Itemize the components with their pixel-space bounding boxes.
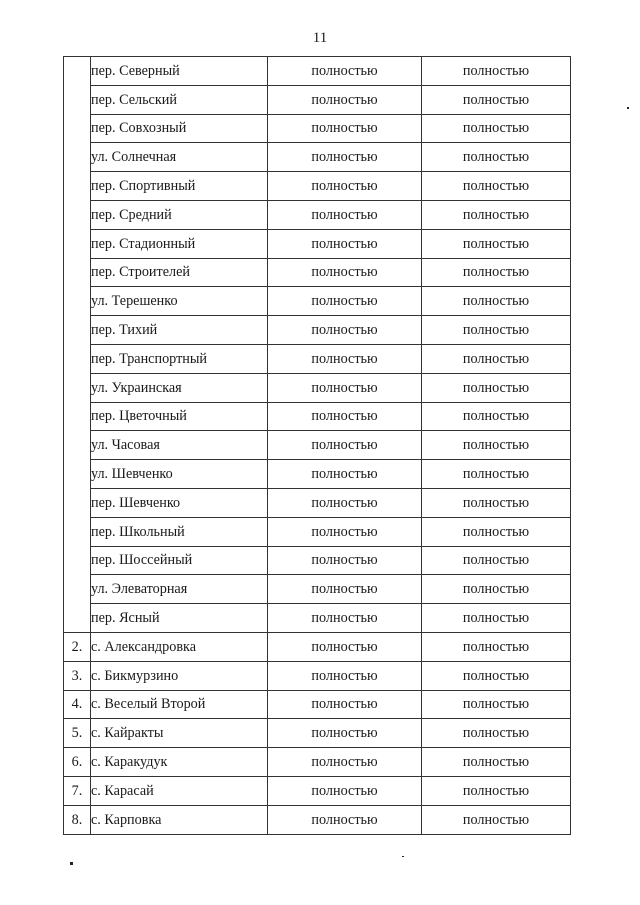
settlement-name-cell: с. Кайракты: [91, 719, 268, 748]
coverage-cell-a: полностью: [268, 431, 422, 460]
row-number-cell: 7.: [64, 776, 91, 805]
row-number-cell: 6.: [64, 748, 91, 777]
coverage-cell-a: полностью: [268, 316, 422, 345]
coverage-cell-b: полностью: [422, 200, 571, 229]
street-name-cell: ул. Часовая: [91, 431, 268, 460]
table-row: [64, 690, 571, 719]
row-number-cell: 2.: [64, 632, 91, 661]
street-name-cell: ул. Солнечная: [91, 143, 268, 172]
settlement-name-cell: с. Александровка: [91, 632, 268, 661]
coverage-cell-a: полностью: [268, 229, 422, 258]
table-row: [64, 402, 571, 431]
table-row: [64, 431, 571, 460]
coverage-cell-a: полностью: [268, 258, 422, 287]
coverage-cell-b: полностью: [422, 719, 571, 748]
table-row: [64, 805, 571, 834]
coverage-cell-b: полностью: [422, 661, 571, 690]
coverage-cell-a: полностью: [268, 661, 422, 690]
coverage-cell-a: полностью: [268, 287, 422, 316]
coverage-cell-b: полностью: [422, 229, 571, 258]
coverage-cell-b: полностью: [422, 344, 571, 373]
table-body: [64, 57, 571, 835]
coverage-cell-a: полностью: [268, 200, 422, 229]
street-name-cell: ул. Шевченко: [91, 460, 268, 489]
table-row: [64, 776, 571, 805]
coverage-cell-b: полностью: [422, 402, 571, 431]
coverage-cell-b: полностью: [422, 748, 571, 777]
street-name-cell: пер. Совхозный: [91, 114, 268, 143]
scan-speck: [627, 107, 629, 109]
street-name-cell: пер. Средний: [91, 200, 268, 229]
coverage-cell-b: полностью: [422, 517, 571, 546]
table-row: [64, 200, 571, 229]
coverage-cell-b: полностью: [422, 85, 571, 114]
street-name-cell: пер. Транспортный: [91, 344, 268, 373]
coverage-cell-b: полностью: [422, 431, 571, 460]
coverage-cell-b: полностью: [422, 460, 571, 489]
coverage-cell-a: полностью: [268, 85, 422, 114]
coverage-cell-b: полностью: [422, 287, 571, 316]
row-number-cell: 4.: [64, 690, 91, 719]
street-name-cell: пер. Шевченко: [91, 488, 268, 517]
coverage-cell-a: полностью: [268, 373, 422, 402]
table-row: [64, 546, 571, 575]
coverage-cell-b: полностью: [422, 575, 571, 604]
row-number-cell: 8.: [64, 805, 91, 834]
coverage-cell-a: полностью: [268, 719, 422, 748]
table-row: [64, 229, 571, 258]
street-name-cell: пер. Тихий: [91, 316, 268, 345]
coverage-cell-b: полностью: [422, 172, 571, 201]
table-row: [64, 517, 571, 546]
coverage-cell-b: полностью: [422, 57, 571, 86]
table-row: [64, 85, 571, 114]
coverage-cell-b: полностью: [422, 805, 571, 834]
coverage-cell-a: полностью: [268, 575, 422, 604]
street-name-cell: ул. Украинская: [91, 373, 268, 402]
table-row: [64, 373, 571, 402]
street-name-cell: пер. Цветочный: [91, 402, 268, 431]
coverage-cell-a: полностью: [268, 344, 422, 373]
coverage-cell-a: полностью: [268, 488, 422, 517]
settlement-name-cell: с. Карповка: [91, 805, 268, 834]
street-name-cell: пер. Строителей: [91, 258, 268, 287]
table-row: [64, 258, 571, 287]
scan-speck: [70, 862, 73, 865]
coverage-cell-a: полностью: [268, 143, 422, 172]
table-row: [64, 460, 571, 489]
street-name-cell: ул. Терешенко: [91, 287, 268, 316]
coverage-cell-a: полностью: [268, 546, 422, 575]
coverage-cell-b: полностью: [422, 316, 571, 345]
coverage-cell-b: полностью: [422, 143, 571, 172]
table-row: [64, 143, 571, 172]
table-row: [64, 114, 571, 143]
street-name-cell: пер. Спортивный: [91, 172, 268, 201]
scan-speck: [402, 856, 404, 857]
coverage-cell-b: полностью: [422, 114, 571, 143]
street-name-cell: пер. Северный: [91, 57, 268, 86]
settlement-name-cell: с. Бикмурзино: [91, 661, 268, 690]
coverage-cell-a: полностью: [268, 402, 422, 431]
coverage-cell-a: полностью: [268, 114, 422, 143]
street-name-cell: пер. Ясный: [91, 604, 268, 633]
coverage-cell-b: полностью: [422, 488, 571, 517]
table-row: [64, 604, 571, 633]
coverage-cell-b: полностью: [422, 604, 571, 633]
coverage-cell-b: полностью: [422, 632, 571, 661]
page-number: 11: [312, 30, 328, 46]
settlement-name-cell: с. Каракудук: [91, 748, 268, 777]
street-name-cell: пер. Шоссейный: [91, 546, 268, 575]
row-number-cell: 5.: [64, 719, 91, 748]
table-row: [64, 661, 571, 690]
street-name-cell: пер. Сельский: [91, 85, 268, 114]
row-number-cell: [64, 57, 91, 633]
coverage-cell-a: полностью: [268, 517, 422, 546]
table-row: [64, 719, 571, 748]
coverage-cell-a: полностью: [268, 460, 422, 489]
coverage-cell-b: полностью: [422, 258, 571, 287]
table-row: [64, 632, 571, 661]
table-row: [64, 748, 571, 777]
coverage-cell-a: полностью: [268, 57, 422, 86]
coverage-cell-b: полностью: [422, 373, 571, 402]
table-row: [64, 344, 571, 373]
table-row: [64, 488, 571, 517]
street-name-cell: ул. Элеваторная: [91, 575, 268, 604]
table-row: [64, 172, 571, 201]
table-row: [64, 316, 571, 345]
table-row: [64, 287, 571, 316]
coverage-cell-a: полностью: [268, 776, 422, 805]
settlement-name-cell: с. Карасай: [91, 776, 268, 805]
coverage-cell-a: полностью: [268, 690, 422, 719]
coverage-cell-a: полностью: [268, 604, 422, 633]
table-row: [64, 57, 571, 86]
settlement-name-cell: с. Веселый Второй: [91, 690, 268, 719]
row-number-cell: 3.: [64, 661, 91, 690]
coverage-cell-a: полностью: [268, 805, 422, 834]
settlements-table: [63, 56, 571, 835]
coverage-cell-b: полностью: [422, 546, 571, 575]
street-name-cell: пер. Стадионный: [91, 229, 268, 258]
coverage-cell-a: полностью: [268, 172, 422, 201]
street-name-cell: пер. Школьный: [91, 517, 268, 546]
coverage-cell-b: полностью: [422, 776, 571, 805]
coverage-cell-b: полностью: [422, 690, 571, 719]
table-row: [64, 575, 571, 604]
coverage-cell-a: полностью: [268, 748, 422, 777]
coverage-cell-a: полностью: [268, 632, 422, 661]
